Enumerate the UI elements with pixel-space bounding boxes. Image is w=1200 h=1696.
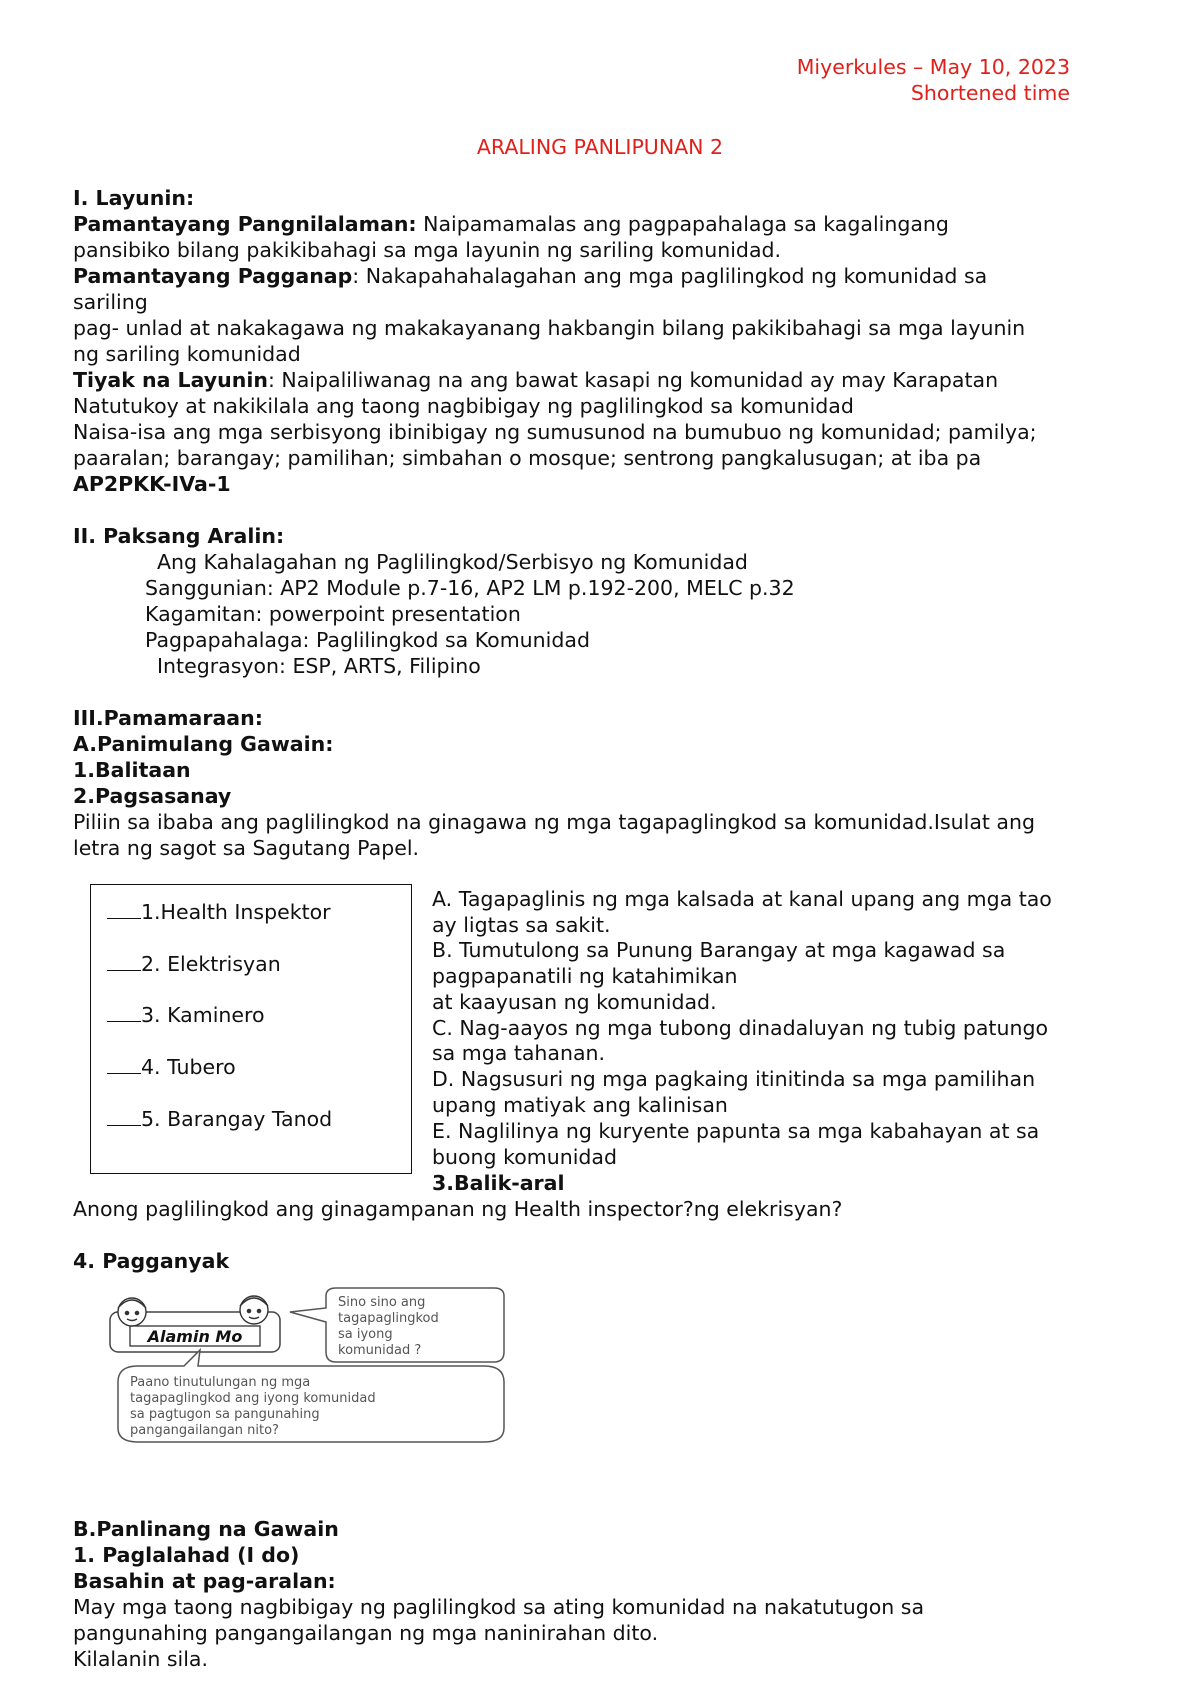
choice-line: sa mga tahanan. — [432, 1041, 606, 1065]
bubble-1-line: komunidad ? — [338, 1343, 422, 1358]
choice-line: upang matiyak ang kalinisan — [432, 1093, 728, 1117]
choice-line: ay ligtas sa sakit. — [432, 913, 611, 937]
matching-box — [90, 884, 412, 1174]
bubble-2-line: pangangailangan nito? — [130, 1423, 279, 1438]
paglalahad-heading: 1. Paglalahad (I do) — [73, 1543, 300, 1567]
panlinang-text-1: May mga taong nagbibigay ng paglilingkod sa ating komunidad na nakatutugon sa — [73, 1595, 925, 1619]
matching-item-label: 1.Health Inspektor — [141, 900, 331, 924]
pagganyak-heading: 4. Pagganyak — [73, 1249, 230, 1273]
pagganap-text-3: pag- unlad at nakakagawa ng makakayanang hakbangin bilang pakikibahagi sa mga layunin — [73, 316, 1026, 340]
header-date: Miyerkules – May 10, 2023 — [796, 55, 1070, 79]
bubble-2-line: sa pagtugon sa pangunahing — [130, 1407, 320, 1422]
choice-line: pagpapanatili ng katahimikan — [432, 964, 738, 988]
answer-blank[interactable] — [107, 1055, 141, 1074]
banner-text: Alamin Mo — [147, 1327, 243, 1346]
panlinang-heading: B.Panlinang na Gawain — [73, 1517, 339, 1541]
balik-aral-question: Anong paglilingkod ang ginagampanan ng Health inspector?ng elekrisyan? — [73, 1197, 843, 1221]
instruction-2: letra ng sagot sa Sagutang Papel. — [73, 836, 420, 860]
choice-line: at kaayusan ng komunidad. — [432, 990, 717, 1014]
pangnilalaman-text-2: pansibiko bilang pakikibahagi sa mga layunin ng sariling komunidad. — [73, 238, 782, 262]
tiyak-line — [73, 367, 998, 393]
bubble-2-line: tagapaglingkod ang iyong komunidad — [130, 1391, 376, 1406]
matching-item-label: 2. Elektrisyan — [141, 952, 281, 976]
bubble-1-line: sa iyong — [338, 1327, 393, 1342]
balik-aral-heading: 3.Balik-aral — [432, 1171, 565, 1195]
paksa-topic: Ang Kahalagahan ng Paglilingkod/Serbisyo ng Komunidad — [157, 550, 748, 574]
bubble-1-line: tagapaglingkod — [338, 1311, 439, 1326]
panimulang-heading: A.Panimulang Gawain: — [73, 732, 334, 756]
layunin-heading: I. Layunin: — [73, 186, 195, 210]
panlinang-text-3: Kilalanin sila. — [73, 1647, 209, 1671]
choice-line: A. Tagapaglinis ng mga kalsada at kanal upang ang mga tao — [432, 887, 1052, 911]
matching-item-4 — [107, 1054, 236, 1080]
matching-item-label: 3. Kaminero — [141, 1003, 265, 1027]
pagsasanay-heading: 2.Pagsasanay — [73, 784, 232, 808]
instruction-1: Piliin sa ibaba ang paglilingkod na ginagawa ng mga tagapaglingkod sa komunidad.Isulat ang — [73, 810, 1035, 834]
matching-item-label: 5. Barangay Tanod — [141, 1107, 333, 1131]
answer-blank[interactable] — [107, 1107, 141, 1126]
pagganap-line — [73, 263, 987, 289]
tiyak-text: : Naipaliliwanag na ang bawat kasapi ng komunidad ay may Karapatan — [267, 368, 999, 392]
matching-item-label: 4. Tubero — [141, 1055, 236, 1079]
tiyak-text-3: Naisa-isa ang mga serbisyong ibinibigay ng sumusunod na bumubuo ng komunidad; pamilya; — [73, 420, 1037, 444]
balitaan-heading: 1.Balitaan — [73, 758, 191, 782]
tiyak-text-2: Natutukoy at nakikilala ang taong nagbibigay ng paglilingkod sa komunidad — [73, 394, 854, 418]
matching-item-5 — [107, 1106, 332, 1132]
choice-line: C. Nag-aayos ng mga tubong dinadaluyan ng tubig patungo — [432, 1016, 1049, 1040]
answer-blank[interactable] — [107, 952, 141, 971]
pagganap-label: Pamantayang Pagganap — [73, 264, 353, 288]
pangnilalaman-text: Naipamamalas ang pagpapahalaga sa kagalingang — [416, 212, 949, 236]
child-right-icon — [240, 1296, 268, 1324]
bubble-1-line: Sino sino ang — [338, 1295, 426, 1310]
tiyak-text-4: paaralan; barangay; pamilihan; simbahan o mosque; sentrong pangkalusugan; at iba pa — [73, 446, 982, 470]
pangnilalaman-label: Pamantayang Pangnilalaman: — [73, 212, 417, 236]
matching-item-2 — [107, 951, 281, 977]
paksa-kagamitan: Kagamitan: powerpoint presentation — [145, 602, 521, 626]
choice-line: E. Naglilinya ng kuryente papunta sa mga kabahayan at sa — [432, 1119, 1040, 1143]
child-left-icon — [118, 1298, 146, 1326]
matching-item-1 — [107, 899, 331, 925]
pagganap-text-2: sariling — [73, 290, 148, 314]
paksa-sanggunian: Sanggunian: AP2 Module p.7-16, AP2 LM p.192-200, MELC p.32 — [145, 576, 795, 600]
pagganap-text: : Nakapahahalagahan ang mga paglilingkod ng komunidad sa — [352, 264, 988, 288]
tiyak-label: Tiyak na Layunin — [73, 368, 268, 392]
basahin-heading: Basahin at pag-aralan: — [73, 1569, 336, 1593]
header-note: Shortened time — [910, 81, 1070, 105]
paksa-integrasyon: Integrasyon: ESP, ARTS, Filipino — [157, 654, 481, 678]
choice-line: D. Nagsusuri ng mga pagkaing itinitinda sa mga pamilihan — [432, 1067, 1036, 1091]
pangnilalaman-line — [73, 211, 949, 237]
answer-blank[interactable] — [107, 900, 141, 919]
competency-code: AP2PKK-IVa-1 — [73, 472, 231, 496]
matching-item-3 — [107, 1002, 265, 1028]
pamamaraan-heading: III.Pamamaraan: — [73, 706, 263, 730]
choice-line: B. Tumutulong sa Punung Barangay at mga kagawad sa — [432, 938, 1006, 962]
paksa-pagpapahalaga: Pagpapahalaga: Paglilingkod sa Komunidad — [145, 628, 590, 652]
bubble-2-line: Paano tinutulungan ng mga — [130, 1375, 311, 1390]
paksa-heading: II. Paksang Aralin: — [73, 524, 285, 548]
answer-blank[interactable] — [107, 1003, 141, 1022]
choice-line: buong komunidad — [432, 1145, 617, 1169]
page-title: ARALING PANLIPUNAN 2 — [476, 135, 724, 159]
alamin-mo-illustration — [104, 1282, 514, 1462]
pagganap-text-4: ng sariling komunidad — [73, 342, 301, 366]
panlinang-text-2: pangunahing pangangailangan ng mga naninirahan dito. — [73, 1621, 659, 1645]
